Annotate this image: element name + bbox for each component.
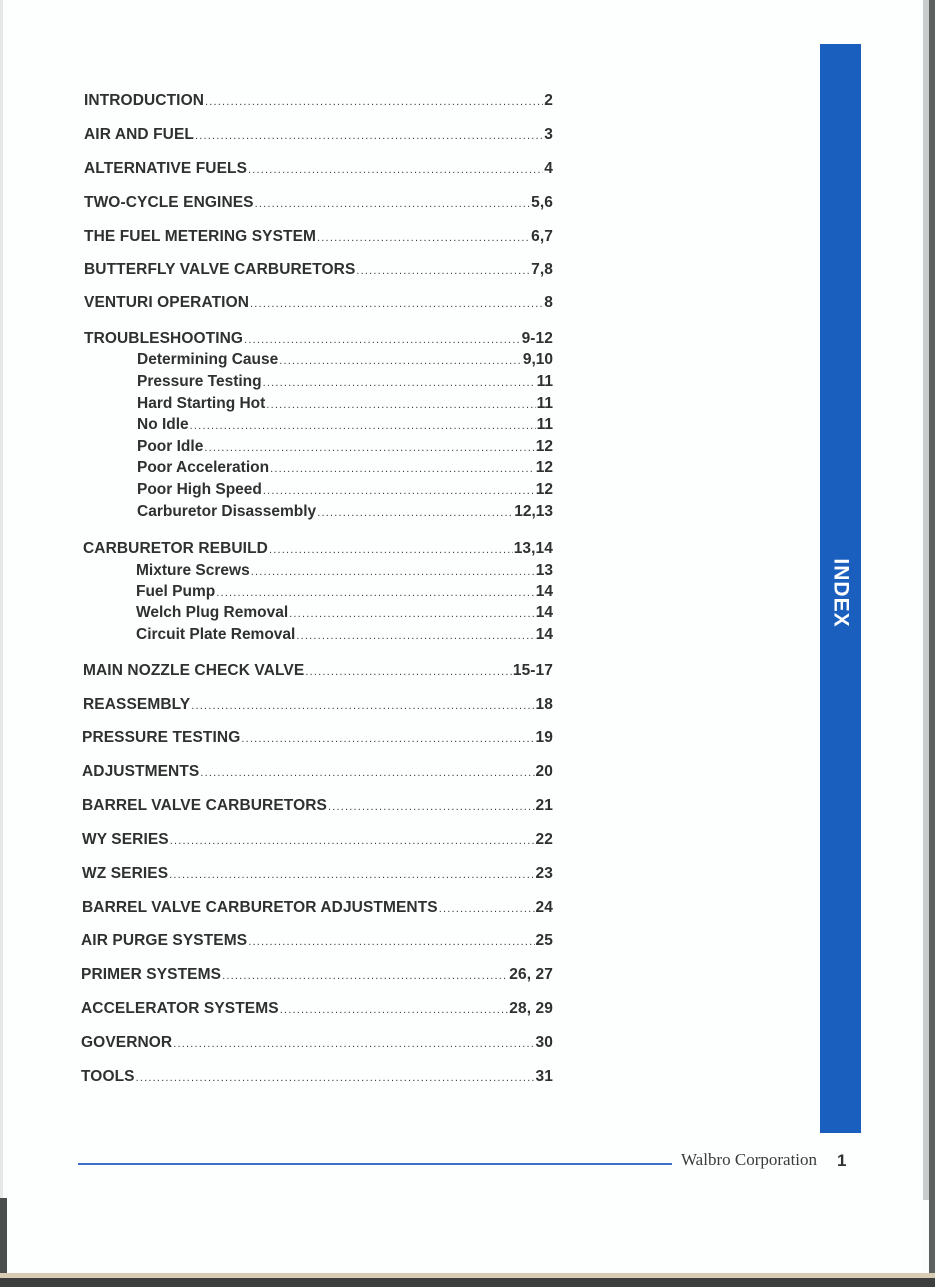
index-tab-text: INDEX — [829, 558, 853, 628]
toc-entry-carburetor-rebuild[interactable] — [83, 540, 553, 558]
dot-leader — [269, 544, 513, 556]
toc-entry-page: 4 — [544, 160, 553, 177]
toc-entry-label: Carburetor Disassembly — [137, 503, 317, 520]
dot-leader — [200, 767, 534, 779]
dot-leader — [190, 420, 536, 432]
toc-entry-page: 13 — [535, 562, 553, 579]
toc-entry-wy-series[interactable] — [82, 831, 553, 849]
dot-leader — [270, 463, 535, 475]
toc-subentry-determining-cause[interactable] — [137, 351, 553, 369]
toc-entry-label: PRIMER SYSTEMS — [81, 966, 222, 983]
toc-entry-page: 14 — [535, 626, 553, 643]
toc-entry-page: 12 — [535, 459, 553, 476]
toc-entry-main-nozzle-check-valve[interactable] — [83, 662, 553, 680]
toc-entry-label: ACCELERATOR SYSTEMS — [81, 1000, 279, 1017]
toc-entry-label: WZ SERIES — [82, 865, 169, 882]
dot-leader — [250, 298, 543, 310]
toc-entry-label: No Idle — [137, 416, 189, 433]
toc-entry-air-and-fuel[interactable] — [84, 126, 553, 144]
toc-entry-label: Welch Plug Removal — [136, 604, 289, 621]
dot-leader — [289, 608, 535, 620]
dot-leader — [439, 903, 535, 915]
toc-entry-page: 11 — [536, 395, 553, 412]
toc-entry-page: 15-17 — [512, 662, 553, 679]
dot-leader — [263, 377, 536, 389]
footer-company-name: Walbro Corporation — [681, 1150, 818, 1169]
toc-entry-label: Hard Starting Hot — [137, 395, 266, 412]
footer-page-number: 1 — [837, 1151, 847, 1170]
dot-leader — [241, 733, 534, 745]
toc-entry-page: 5,6 — [531, 194, 553, 211]
toc-entry-label: CARBURETOR REBUILD — [83, 540, 268, 557]
toc-entry-page: 25 — [535, 932, 553, 949]
dot-leader — [251, 566, 535, 578]
toc-entry-label: MAIN NOZZLE CHECK VALVE — [83, 662, 305, 679]
toc-entry-page: 9,10 — [522, 351, 553, 368]
toc-entry-label: ADJUSTMENTS — [82, 763, 200, 780]
toc-entry-label: BUTTERFLY VALVE CARBURETORS — [84, 261, 356, 278]
toc-entry-page: 31 — [535, 1068, 553, 1085]
toc-entry-label: Poor High Speed — [137, 481, 262, 498]
toc-entry-page: 12 — [535, 438, 553, 455]
toc-entry-label: Poor Idle — [137, 438, 204, 455]
toc-entry-label: GOVERNOR — [81, 1034, 173, 1051]
toc-entry-wz-series[interactable] — [82, 865, 553, 883]
toc-entry-venturi-operation[interactable] — [84, 294, 553, 312]
toc-entry-page: 22 — [535, 831, 553, 848]
dot-leader — [170, 835, 535, 847]
index-tab-label — [820, 550, 861, 636]
dot-leader — [222, 970, 508, 982]
toc-entry-troubleshooting[interactable] — [84, 330, 553, 348]
toc-entry-page: 28, 29 — [509, 1000, 553, 1017]
toc-entry-page: 11 — [536, 373, 553, 390]
toc-subentry-fuel-pump[interactable] — [136, 583, 553, 601]
dot-leader — [356, 265, 530, 277]
toc-entry-label: BARREL VALVE CARBURETOR ADJUSTMENTS — [82, 899, 438, 916]
toc-entry-label: TROUBLESHOOTING — [84, 330, 244, 347]
footer-rule — [78, 1163, 672, 1165]
toc-subentry-circuit-plate-removal[interactable] — [136, 626, 553, 644]
toc-entry-label: TWO-CYCLE ENGINES — [84, 194, 254, 211]
toc-entry-label: Determining Cause — [137, 351, 279, 368]
scan-edge-bottom-dark — [0, 1278, 935, 1287]
toc-entry-primer-systems[interactable] — [81, 966, 553, 984]
toc-entry-label: Mixture Screws — [136, 562, 250, 579]
toc-entry-page: 7,8 — [531, 261, 553, 278]
toc-entry-label: Circuit Plate Removal — [136, 626, 296, 643]
scan-edge-right-dark — [929, 0, 935, 1287]
dot-leader — [328, 801, 535, 813]
toc-entry-page: 19 — [535, 729, 553, 746]
dot-leader — [205, 96, 543, 108]
dot-leader — [255, 198, 531, 210]
toc-entry-page: 13,14 — [513, 540, 553, 557]
toc-entry-label: TOOLS — [81, 1068, 135, 1085]
toc-subentry-poor-high-speed[interactable] — [137, 481, 553, 499]
toc-entry-page: 30 — [535, 1034, 553, 1051]
toc-entry-page: 11 — [536, 416, 553, 433]
toc-entry-label: REASSEMBLY — [83, 696, 191, 713]
toc-subentry-welch-plug-removal[interactable] — [136, 604, 553, 622]
toc-entry-label: INTRODUCTION — [84, 92, 205, 109]
toc-entry-fuel-metering-system[interactable] — [84, 228, 553, 246]
toc-subentry-pressure-testing[interactable] — [137, 373, 553, 391]
dot-leader — [195, 130, 543, 142]
dot-leader — [248, 936, 534, 948]
toc-entry-page: 26, 27 — [509, 966, 553, 983]
toc-entry-adjustments[interactable] — [82, 763, 553, 781]
toc-entry-pressure-testing[interactable] — [82, 729, 553, 747]
toc-entry-label: AIR AND FUEL — [84, 126, 194, 143]
toc-subentry-mixture-screws[interactable] — [136, 562, 553, 580]
toc-entry-tools[interactable] — [81, 1068, 553, 1086]
toc-subentry-poor-idle[interactable] — [137, 438, 553, 456]
toc-entry-label: PRESSURE TESTING — [82, 729, 241, 746]
dot-leader — [204, 442, 534, 454]
toc-entry-page: 24 — [535, 899, 553, 916]
toc-entry-butterfly-valve-carburetors[interactable] — [84, 261, 553, 279]
dot-leader — [266, 399, 535, 411]
toc-entry-label: ALTERNATIVE FUELS — [84, 160, 248, 177]
dot-leader — [244, 334, 520, 346]
toc-entry-air-purge-systems[interactable] — [81, 932, 553, 950]
dot-leader — [296, 630, 534, 642]
toc-entry-page: 14 — [535, 583, 553, 600]
toc-subentry-carburetor-disassembly[interactable] — [137, 503, 553, 521]
dot-leader — [305, 666, 512, 678]
toc-entry-label: THE FUEL METERING SYSTEM — [84, 228, 317, 245]
toc-entry-label: BARREL VALVE CARBURETORS — [82, 797, 327, 814]
toc-entry-reassembly[interactable] — [83, 696, 553, 714]
dot-leader — [169, 869, 534, 881]
toc-entry-page: 3 — [544, 126, 553, 143]
toc-entry-introduction[interactable] — [84, 92, 553, 110]
toc-entry-page: 21 — [535, 797, 553, 814]
toc-entry-accelerator-systems[interactable] — [81, 1000, 553, 1018]
toc-entry-page: 18 — [535, 696, 553, 713]
dot-leader — [248, 164, 543, 176]
toc-entry-page: 14 — [535, 604, 553, 621]
toc-entry-barrel-valve-carburetors[interactable] — [82, 797, 553, 815]
toc-entry-page: 20 — [535, 763, 553, 780]
toc-entry-label: WY SERIES — [82, 831, 169, 848]
toc-entry-label: Poor Acceleration — [137, 459, 270, 476]
toc-entry-two-cycle-engines[interactable] — [84, 194, 553, 212]
toc-entry-label: Pressure Testing — [137, 373, 262, 390]
toc-entry-page: 6,7 — [531, 228, 553, 245]
dot-leader — [263, 485, 535, 497]
toc-subentry-hard-starting-hot[interactable] — [137, 395, 553, 413]
dot-leader — [279, 355, 522, 367]
toc-entry-page: 9-12 — [521, 330, 553, 347]
toc-entry-page: 12,13 — [514, 503, 553, 520]
dot-leader — [216, 587, 535, 599]
toc-entry-label: Fuel Pump — [136, 583, 216, 600]
dot-leader — [317, 507, 513, 519]
toc-entry-alternative-fuels[interactable] — [84, 160, 553, 178]
toc-entry-barrel-valve-carburetor-adjustments[interactable] — [82, 899, 553, 917]
toc-entry-label: AIR PURGE SYSTEMS — [81, 932, 248, 949]
toc-entry-label: VENTURI OPERATION — [84, 294, 250, 311]
dot-leader — [280, 1004, 509, 1016]
toc-entry-page: 12 — [535, 481, 553, 498]
dot-leader — [191, 700, 534, 712]
toc-entry-page: 23 — [535, 865, 553, 882]
dot-leader — [173, 1038, 534, 1050]
dot-leader — [317, 232, 530, 244]
toc-subentry-no-idle[interactable] — [137, 416, 553, 434]
toc-entry-governor[interactable] — [81, 1034, 553, 1052]
dot-leader — [136, 1072, 535, 1084]
toc-subentry-poor-acceleration[interactable] — [137, 459, 553, 477]
toc-entry-page: 8 — [544, 294, 553, 311]
toc-entry-page: 2 — [544, 92, 553, 109]
